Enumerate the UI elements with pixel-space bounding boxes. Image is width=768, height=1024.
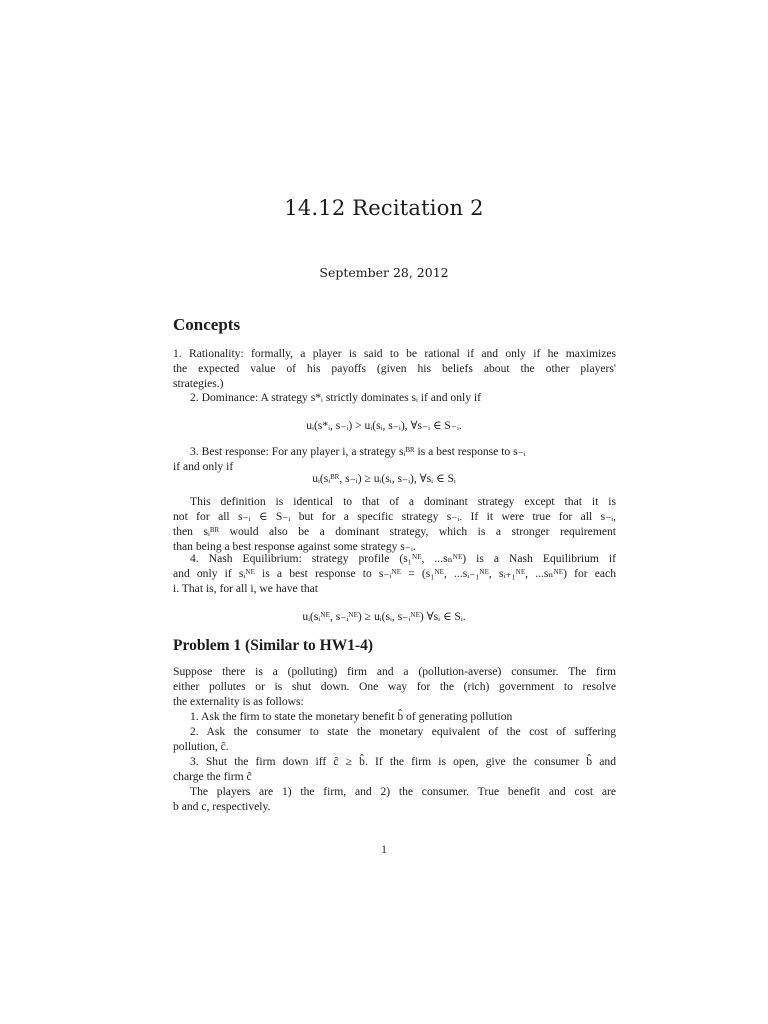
definition-line-1: This definition is identical to that of a dominant strategy except that it is <box>190 495 616 508</box>
page-number: 1 <box>381 843 387 856</box>
problem-line-5: 2. Ask the consumer to state the monetary equivalent of the cost of suffering <box>190 725 616 738</box>
document-title: 14.12 Recitation 2 <box>284 196 484 220</box>
problem-line-10: b and c, respectively. <box>173 800 271 813</box>
definition-line-3: then sᵢᴮᴿ would also be a dominant strategy, which is a stronger requirement <box>173 525 616 538</box>
definition-line-4: than being a best response against some strategy s₋ᵢ. <box>173 540 416 553</box>
nash-equation: uᵢ(sᵢᴺᴱ, s₋ᵢᴺᴱ) ≥ uᵢ(sᵢ, s₋ᵢᴺᴱ) ∀sᵢ ∈ Sᵢ. <box>302 610 466 623</box>
rationality-line-2: the expected value of his payoffs (given his beliefs about the other players' <box>173 362 616 375</box>
document-date: September 28, 2012 <box>319 265 449 280</box>
problem-line-1: Suppose there is a (polluting) firm and a (pollution-averse) consumer. The firm <box>173 665 616 678</box>
problem-line-8: charge the firm ĉ <box>173 770 252 783</box>
nash-line-2: and only if sᵢᴺᴱ is a best response to s₋ᵢᴺᴱ = (s₁ᴺᴱ, ...sᵢ₋₁ᴺᴱ, sᵢ₊₁ᴺᴱ, ...sₙᴺᴱ) for each <box>173 567 616 580</box>
problem-line-3: the externality is as follows: <box>173 695 304 708</box>
rationality-line-1: 1. Rationality: formally, a player is said to be rational if and only if he maximizes <box>173 347 616 360</box>
best-response-equation: uᵢ(sᵢᴮᴿ, s₋ᵢ) ≥ uᵢ(sᵢ, s₋ᵢ), ∀sᵢ ∈ Sᵢ <box>312 472 456 485</box>
problem-line-7: 3. Shut the firm down iff ĉ ≥ b̂. If the firm is open, give the consumer b̂ and <box>190 755 616 768</box>
definition-line-2: not for all s₋ᵢ ∈ S₋ᵢ but for a specific strategy s₋ᵢ. If it were true for all s₋ᵢ, <box>173 510 616 523</box>
nash-line-1: 4. Nash Equilibrium: strategy profile (s₁ᴺᴱ, ...sₙᴺᴱ) is a Nash Equilibrium if <box>190 552 616 565</box>
problem-line-4: 1. Ask the firm to state the monetary benefit b̂ of generating pollution <box>190 710 513 723</box>
section-heading-problem-1: Problem 1 (Similar to HW1-4) <box>173 637 374 654</box>
problem-line-9: The players are 1) the firm, and 2) the consumer. True benefit and cost are <box>190 785 616 798</box>
dominance-line: 2. Dominance: A strategy s*ᵢ strictly dominates sᵢ if and only if <box>190 391 482 404</box>
section-heading-concepts: Concepts <box>173 315 241 334</box>
problem-line-6: pollution, ĉ. <box>173 740 229 753</box>
dominance-equation: uᵢ(s*ᵢ, s₋ᵢ) > uᵢ(sᵢ, s₋ᵢ), ∀s₋ᵢ ∈ S₋ᵢ. <box>306 419 462 432</box>
problem-line-2: either pollutes or is shut down. One way for the (rich) government to resolve <box>173 680 616 693</box>
nash-line-3: i. That is, for all i, we have that <box>173 582 318 595</box>
rationality-line-3: strategies.) <box>173 377 224 390</box>
best-response-line-2: if and only if <box>173 460 234 473</box>
best-response-line-1: 3. Best response: For any player i, a strategy sᵢᴮᴿ is a best response to s₋ᵢ <box>190 445 526 458</box>
